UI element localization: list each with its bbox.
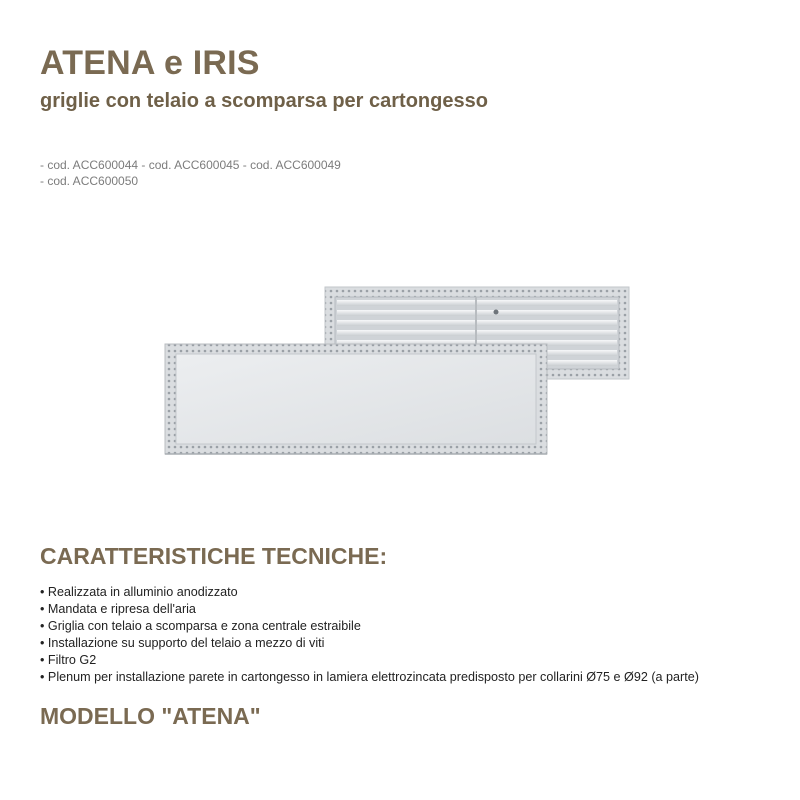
- model-title: MODELLO "ATENA": [40, 703, 261, 729]
- list-item: • Griglia con telaio a scomparsa e zona centrale estraibile: [40, 618, 699, 635]
- list-item: • Mandata e ripresa dell'aria: [40, 601, 699, 618]
- specs-list: [40, 584, 699, 686]
- specs-title: CARATTERISTICHE TECNICHE:: [40, 543, 388, 569]
- page-title: ATENA e IRIS: [40, 44, 260, 82]
- list-item: • Installazione su supporto del telaio a mezzo di viti: [40, 635, 699, 652]
- page-subtitle: griglie con telaio a scomparsa per cartongesso: [40, 90, 488, 112]
- list-item: • Plenum per installazione parete in cartongesso in lamiera elettrozincata predisposto per collarini Ø75 e Ø92 (a parte): [40, 669, 699, 686]
- grille-product-icon: [160, 282, 635, 462]
- list-item: • Realizzata in alluminio anodizzato: [40, 584, 699, 601]
- product-codes: [40, 157, 341, 189]
- product-code-line: - cod. ACC600050: [40, 174, 139, 188]
- front-grille: [165, 344, 547, 454]
- product-code-line: - cod. ACC600044 - cod. ACC600045 - cod. ACC600049: [40, 158, 341, 172]
- list-item: • Filtro G2: [40, 652, 699, 669]
